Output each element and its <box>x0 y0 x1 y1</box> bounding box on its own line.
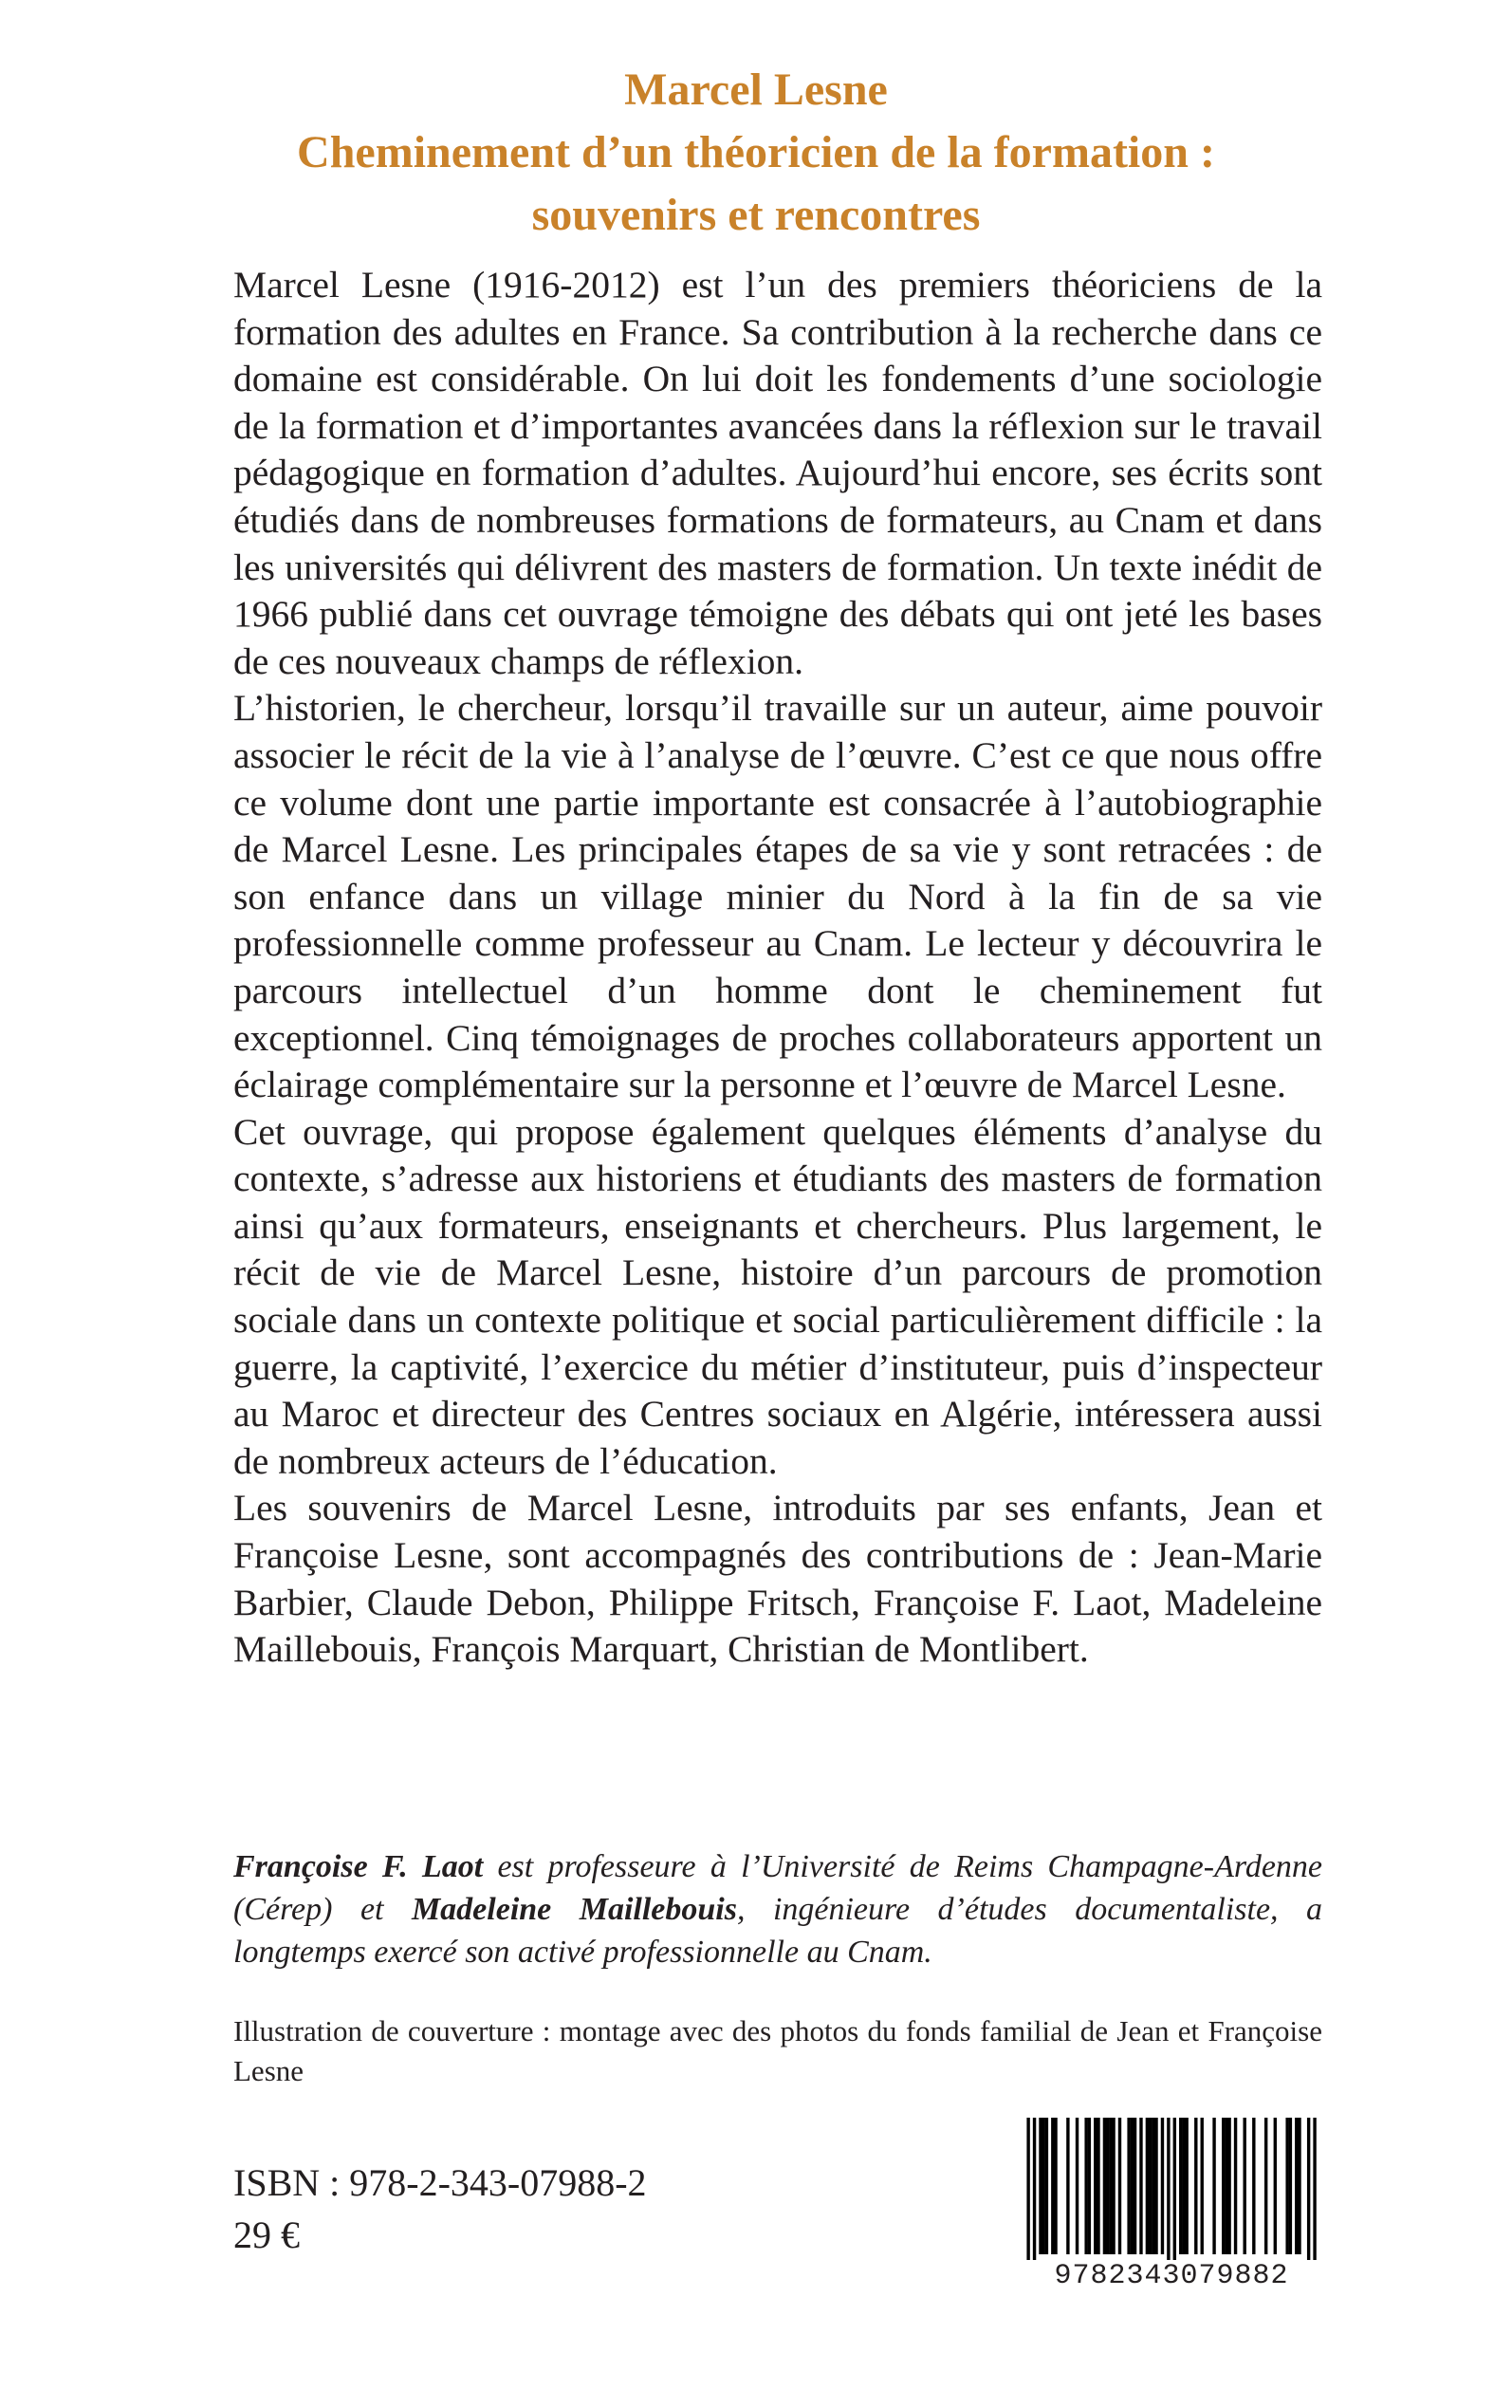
barcode-bar <box>1173 2118 1176 2260</box>
barcode-bar <box>1274 2118 1277 2254</box>
barcode-bar <box>1154 2118 1157 2254</box>
barcode-bar <box>1307 2118 1310 2260</box>
book-title <box>114 59 1398 247</box>
barcode-bars <box>1021 2118 1322 2260</box>
barcode-bar <box>1167 2118 1170 2260</box>
barcode-bar <box>1179 2118 1182 2254</box>
barcode-bar <box>1264 2118 1267 2254</box>
barcode-bar <box>1045 2118 1048 2254</box>
barcode-bar <box>1039 2118 1042 2254</box>
price-label: 29 € <box>233 2214 300 2256</box>
barcode-bar <box>1149 2118 1152 2254</box>
barcode-bar <box>1161 2118 1164 2254</box>
title-main-line: Cheminement d’un théoricien de la formation : <box>297 127 1215 177</box>
barcode-bar <box>1054 2118 1057 2254</box>
author-name-laot: Françoise F. Laot <box>233 1849 484 1884</box>
barcode-bar <box>1131 2118 1134 2254</box>
author-bio-laot: est professeure à l’Université de Reims Champagne-Ardenne (Cérep) et <box>233 1849 1322 1927</box>
isbn-number: ISBN : 978-2-343-07988-2 <box>233 2161 647 2204</box>
barcode-bar <box>1109 2118 1112 2254</box>
title-author-name: Marcel Lesne <box>624 65 888 115</box>
book-description <box>233 262 1322 1674</box>
barcode-bar <box>1033 2118 1036 2260</box>
author-bio-maillebouis: , ingénieure d’études documentaliste, a longtemps exercé son activé professionnelle au Cnam. <box>233 1892 1323 1970</box>
description-paragraph-2: L’historien, le chercheur, lorsqu’il travaille sur un auteur, aime pouvoir associer le récit de la vie à l’analyse de l’œuvre. C’est ce que nous offre ce volume dont une partie importante est consacrée à l’autobiographie de Marcel Lesne. Les principales étapes de sa vie y sont retracées : de son enfance dans un village minier du Nord à la fin de sa vie professionnelle comme professeur au Cnam. Le lecteur y découvrira le parcours intellectuel d’un homme dont le cheminement fut exceptionnel. Cinq témoignages de proches collaborateurs apportent un éclairage complémentaire sur la personne et l’œuvre de Marcel Lesne. <box>233 687 1322 1106</box>
barcode-bar <box>1094 2118 1097 2254</box>
barcode-bar <box>1042 2118 1044 2254</box>
author-name-maillebouis: Madeleine Maillebouis <box>411 1892 737 1927</box>
barcode-bar <box>1112 2118 1115 2254</box>
barcode-bar <box>1152 2118 1154 2254</box>
barcode-bar <box>1097 2118 1099 2254</box>
barcode-bar <box>1227 2118 1230 2254</box>
barcode-bar <box>1185 2118 1188 2254</box>
authors-note <box>233 1845 1322 1973</box>
title-subtitle-line: souvenirs et rencontres <box>531 190 981 240</box>
barcode-bar <box>1194 2118 1197 2254</box>
barcode-bar <box>1066 2118 1069 2254</box>
barcode-digits: 9782343079882 <box>1021 2260 1322 2292</box>
barcode-bar <box>1234 2118 1237 2254</box>
barcode-bar <box>1289 2118 1292 2254</box>
barcode-bar <box>1103 2118 1106 2254</box>
barcode-bar <box>1252 2118 1255 2254</box>
barcode-bar <box>1026 2118 1029 2260</box>
description-paragraph-3: Cet ouvrage, qui propose également quelques éléments d’analyse du contexte, s’adresse aux historiens et étudiants des masters de formation ainsi qu’aux formateurs, enseignants et chercheurs. Plus largement, le récit de vie de Marcel Lesne, histoire d’un parcours de promotion sociale dans un contexte politique et social particulièrement difficile : la guerre, la captivité, l’exercice du métier d’instituteur, puis d’inspecteur au Maroc et directeur des Centres sociaux en Algérie, intéressera aussi de nombreux acteurs de l’éducation. <box>233 1110 1322 1482</box>
barcode-bar <box>1201 2118 1204 2254</box>
barcode-bar <box>1118 2118 1121 2254</box>
barcode-bar <box>1182 2118 1185 2254</box>
description-paragraph-4: Les souvenirs de Marcel Lesne, introduits par ses enfants, Jean et Françoise Lesne, sont accompagnés des contributions de : Jean-Marie Barbier, Claude Debon, Philippe Fritsch, Françoise F. Laot, Madeleine Maillebouis, François Marquart, Christian de Montlibert. <box>233 1487 1322 1671</box>
barcode-bar <box>1076 2118 1079 2254</box>
illustration-credit: Illustration de couverture : montage avec des photos du fonds familial de Jean et Françoise Lesne <box>233 2014 1322 2087</box>
barcode-bar <box>1139 2118 1142 2254</box>
barcode <box>1021 2118 1322 2307</box>
barcode-bar <box>1222 2118 1225 2254</box>
barcode-bar <box>1212 2118 1215 2254</box>
barcode-bar <box>1146 2118 1149 2254</box>
barcode-bar <box>1051 2118 1054 2254</box>
barcode-bar <box>1243 2118 1245 2254</box>
barcode-bar <box>1134 2118 1136 2254</box>
barcode-bar <box>1295 2118 1298 2254</box>
barcode-bar <box>1298 2118 1300 2254</box>
barcode-bar <box>1285 2118 1288 2254</box>
description-paragraph-1: Marcel Lesne (1916-2012) est l’un des premiers théoriciens de la formation des adultes en France. Sa contribution à la recherche dans ce domaine est considérable. On lui doit les fondements d’une sociologie de la formation et d’importantes avancées dans la réflexion sur le travail pédagogique en formation d’adultes. Aujourd’hui encore, ses écrits sont étudiés dans de nombreuses formations de formateurs, au Cnam et dans les universités qui délivrent des masters de formation. Un texte inédit de 1966 publié dans cet ouvrage témoigne des débats qui ont jeté les bases de ces nouveaux champs de réflexion. <box>233 264 1322 682</box>
barcode-bar <box>1088 2118 1091 2254</box>
barcode-bar <box>1084 2118 1087 2254</box>
barcode-bar <box>1225 2118 1227 2254</box>
barcode-bar <box>1106 2118 1109 2254</box>
barcode-bar <box>1313 2118 1316 2260</box>
barcode-bar <box>1127 2118 1130 2254</box>
